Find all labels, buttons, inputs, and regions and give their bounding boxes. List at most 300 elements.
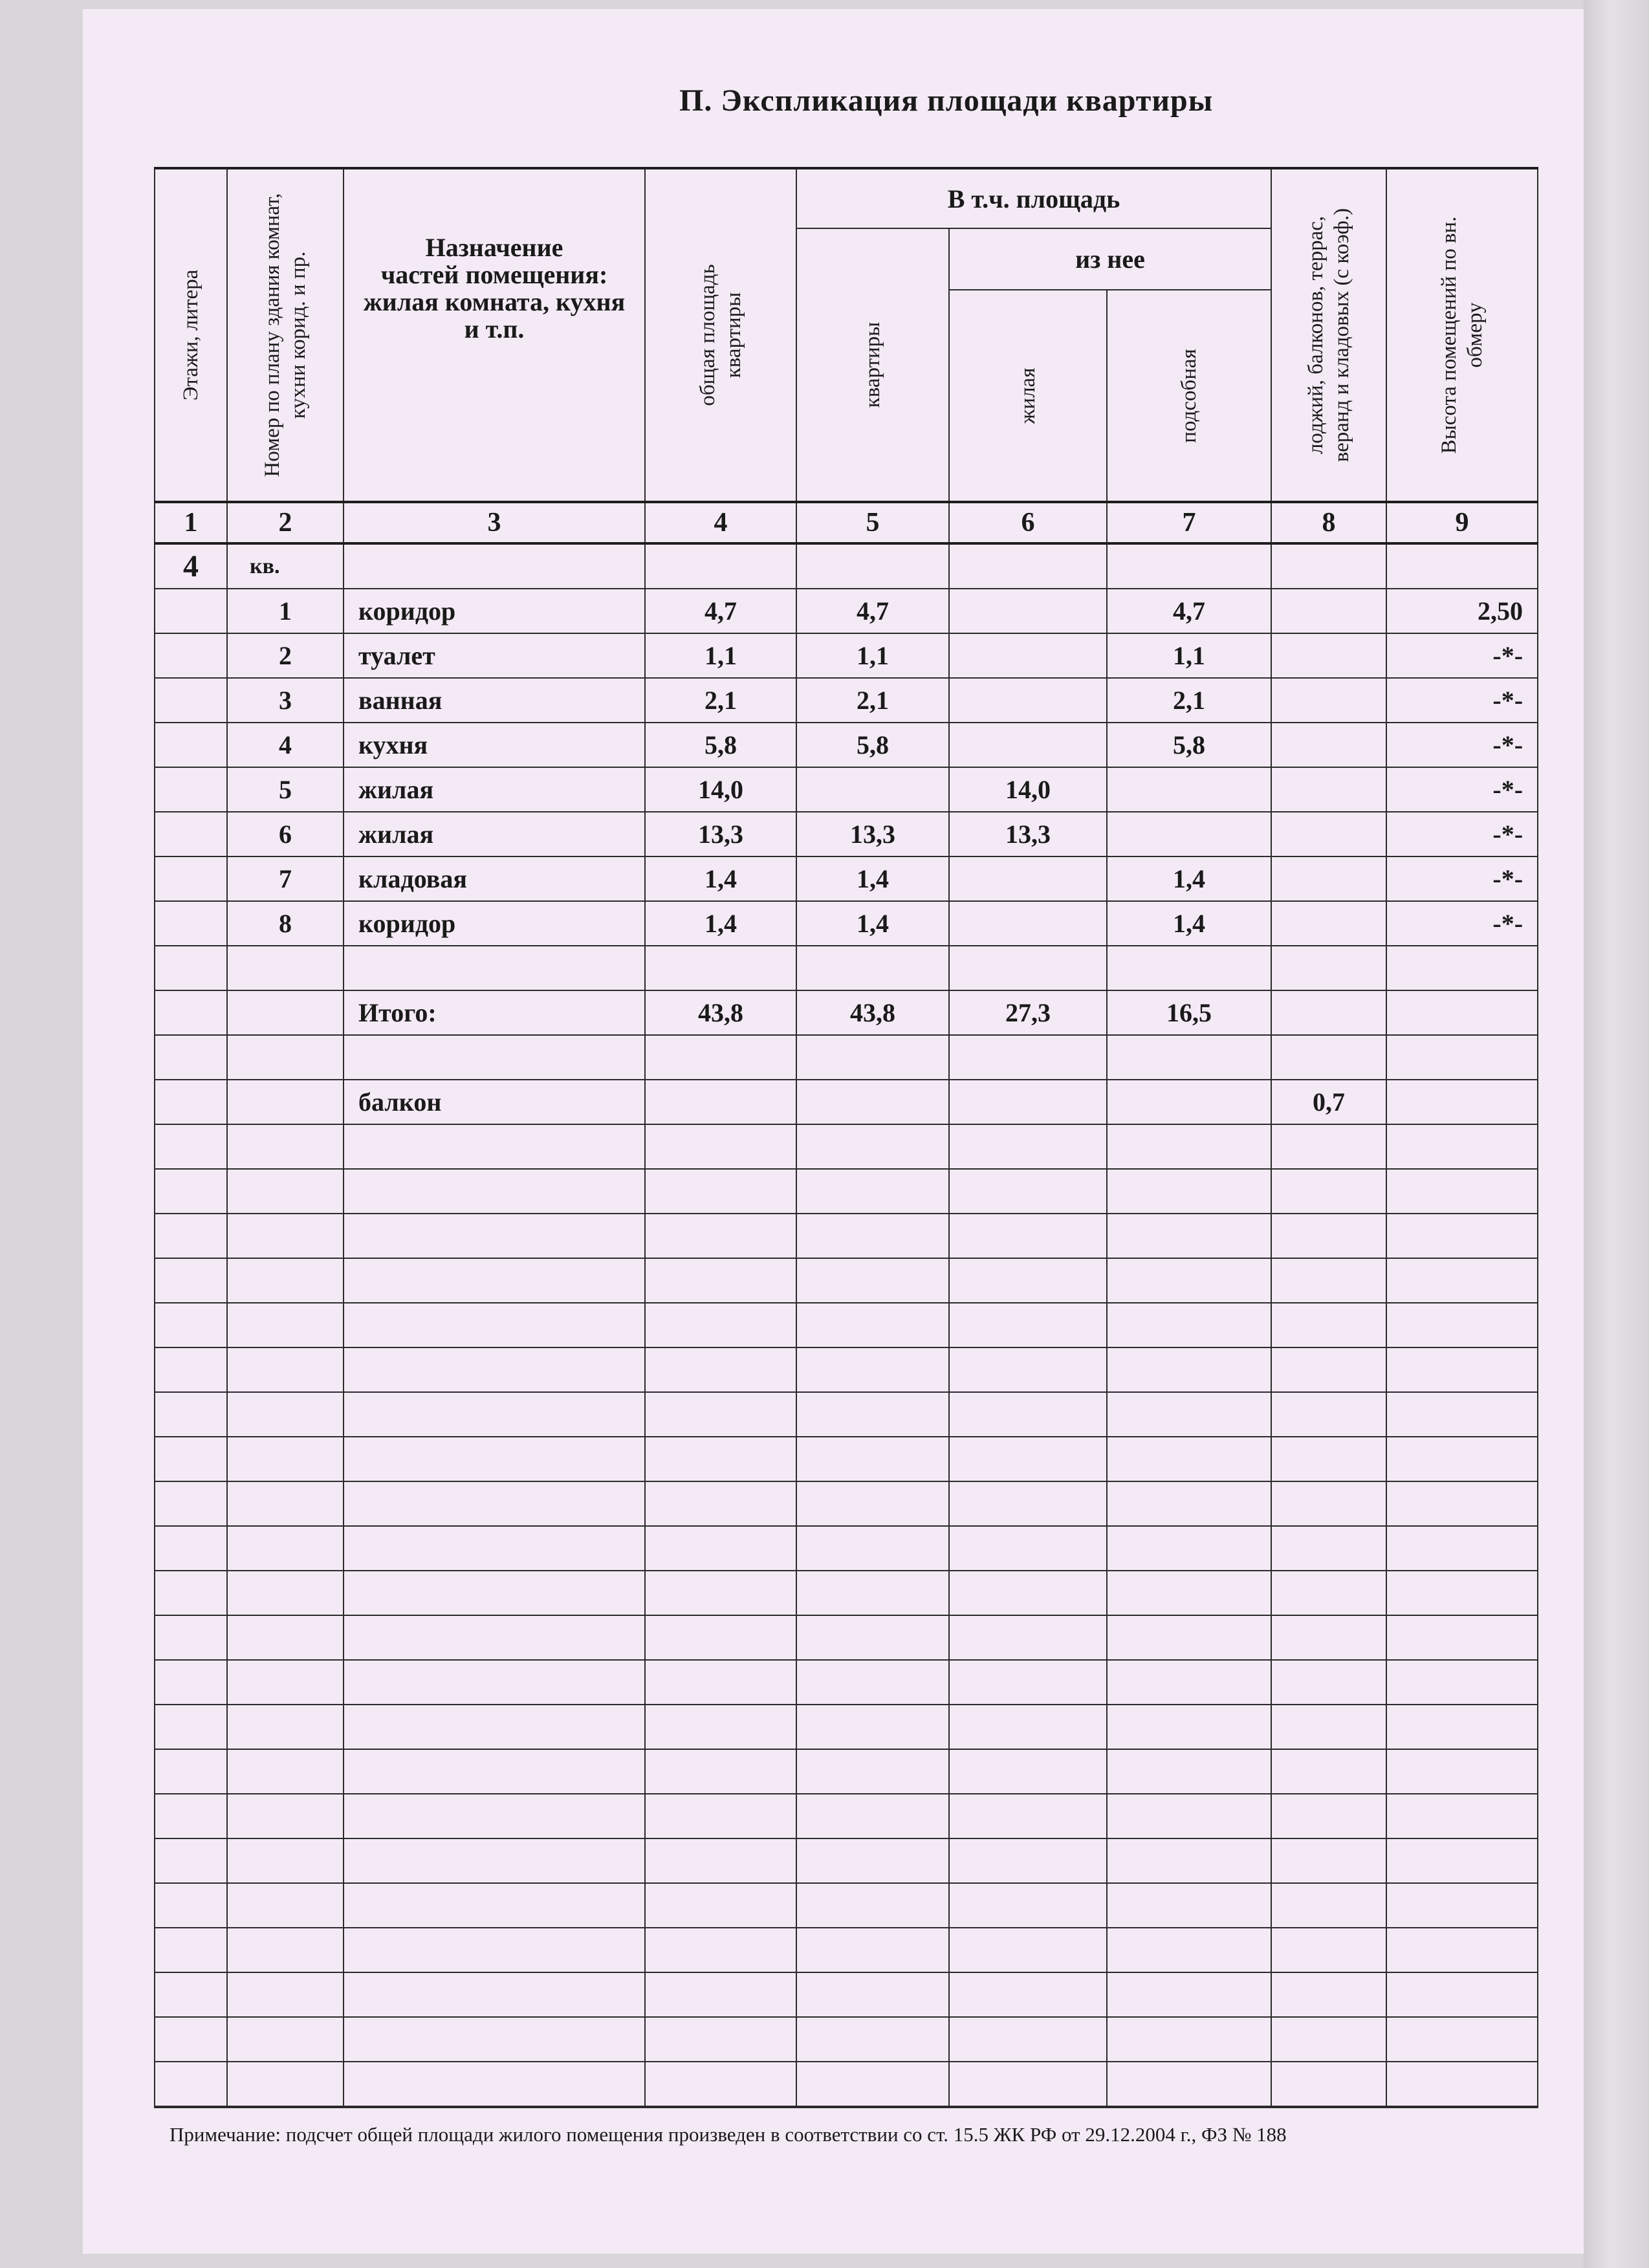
empty-cell [1107, 1437, 1271, 1481]
empty-cell [1271, 1794, 1386, 1838]
total-area: 2,1 [645, 678, 796, 723]
col-num: 5 [796, 502, 949, 543]
empty-cell [1386, 1705, 1538, 1749]
apartment-area: 1,1 [796, 633, 949, 678]
empty-cell [344, 1749, 645, 1794]
empty-cell [155, 946, 227, 990]
empty-cell [796, 2106, 949, 2108]
empty-cell [949, 1838, 1107, 1883]
empty-cell [1386, 1838, 1538, 1883]
loggia-area [1271, 990, 1386, 1035]
total-area: 13,3 [645, 812, 796, 856]
room-number: 6 [227, 812, 344, 856]
header-subgroup: из нее [949, 228, 1271, 290]
empty-cell [1386, 1660, 1538, 1705]
living-area: 27,3 [949, 990, 1107, 1035]
empty-cell [949, 1705, 1107, 1749]
empty-cell [949, 1258, 1107, 1303]
empty-cell [227, 1526, 344, 1571]
room-name: ванная [344, 678, 645, 723]
empty-cell [645, 1660, 796, 1705]
empty-cell [796, 1437, 949, 1481]
empty-cell [155, 1481, 227, 1526]
table-row [155, 767, 1538, 812]
empty-cell [1386, 1392, 1538, 1437]
empty-cell [949, 1972, 1107, 2017]
empty-cell [1386, 1749, 1538, 1794]
living-area [949, 678, 1107, 723]
empty-cell [344, 1526, 645, 1571]
floor-cell [155, 901, 227, 946]
empty-cell [227, 1972, 344, 2017]
empty-cell [645, 1035, 796, 1080]
empty-cell [227, 1615, 344, 1660]
empty-cell [1386, 2017, 1538, 2062]
empty-cell [344, 1392, 645, 1437]
empty-cell [227, 1660, 344, 1705]
auxiliary-area: 1,4 [1107, 856, 1271, 901]
table-row [155, 723, 1538, 767]
empty-cell [796, 1035, 949, 1080]
floor-cell [155, 589, 227, 633]
empty-cell [949, 1928, 1107, 1972]
empty-cell [1386, 1972, 1538, 2017]
empty-cell [645, 1571, 796, 1615]
empty-cell [155, 1928, 227, 1972]
total-area: 1,1 [645, 633, 796, 678]
empty-cell [796, 1526, 949, 1571]
empty-cell [645, 1214, 796, 1258]
empty-cell [949, 1035, 1107, 1080]
room-height [1386, 1080, 1538, 1124]
empty-cell [796, 2062, 949, 2106]
explication-table [154, 167, 1538, 2108]
empty-cell [1386, 1615, 1538, 1660]
room-name: жилая [344, 812, 645, 856]
empty-cell [1271, 2062, 1386, 2106]
empty-cell [796, 1928, 949, 1972]
empty-cell [155, 1347, 227, 1392]
empty-row [155, 2106, 1538, 2108]
empty-cell [796, 1481, 949, 1526]
empty-cell [155, 2062, 227, 2106]
auxiliary-area: 16,5 [1107, 990, 1271, 1035]
empty-cell [796, 1303, 949, 1347]
empty-cell [1271, 2017, 1386, 2062]
empty-cell [1271, 1615, 1386, 1660]
empty-row [155, 1749, 1538, 1794]
header-area-group: В т.ч. площадь [796, 168, 1271, 228]
empty-cell [227, 1481, 344, 1526]
empty-cell [796, 1660, 949, 1705]
col-num: 2 [227, 502, 344, 543]
empty-cell [227, 1928, 344, 1972]
empty-cell [1107, 2106, 1271, 2108]
empty-cell [344, 1124, 645, 1169]
empty-cell [949, 1169, 1107, 1214]
auxiliary-area: 4,7 [1107, 589, 1271, 633]
total-area: 14,0 [645, 767, 796, 812]
empty-cell [949, 2062, 1107, 2106]
apartment-area: 5,8 [796, 723, 949, 767]
apartment-label: кв. [227, 543, 344, 589]
empty-cell [1107, 1481, 1271, 1526]
column-number-row [155, 502, 1538, 543]
empty-cell [1107, 1526, 1271, 1571]
room-height: -*- [1386, 678, 1538, 723]
empty-cell [227, 2106, 344, 2108]
empty-cell [227, 1169, 344, 1214]
table-row [155, 678, 1538, 723]
empty-cell [796, 1571, 949, 1615]
loggia-area [1271, 633, 1386, 678]
auxiliary-area: 1,4 [1107, 901, 1271, 946]
empty-cell [1107, 2017, 1271, 2062]
loggia-area [1271, 812, 1386, 856]
loggia-area [1271, 901, 1386, 946]
empty-cell [1107, 2062, 1271, 2106]
empty-cell [344, 1928, 645, 1972]
empty-cell [227, 1571, 344, 1615]
floor-cell [155, 990, 227, 1035]
empty-cell [1386, 1303, 1538, 1347]
empty-cell [155, 1972, 227, 2017]
empty-cell [796, 1258, 949, 1303]
header-living: жилая [949, 290, 1107, 502]
col-num: 1 [155, 502, 227, 543]
empty-cell [1386, 1481, 1538, 1526]
empty-cell [645, 1794, 796, 1838]
header-auxiliary: подсобная [1107, 290, 1271, 502]
empty-cell [227, 1794, 344, 1838]
empty-cell [796, 1124, 949, 1169]
empty-cell [227, 1437, 344, 1481]
total-area: 43,8 [645, 990, 796, 1035]
totals-row [155, 990, 1538, 1035]
empty-cell [1271, 1481, 1386, 1526]
col-num: 9 [1386, 502, 1538, 543]
empty-cell [1107, 946, 1271, 990]
loggia-area [1271, 767, 1386, 812]
auxiliary-area: 1,1 [1107, 633, 1271, 678]
empty-row [155, 1660, 1538, 1705]
empty-cell [645, 1080, 796, 1124]
empty-cell [645, 1169, 796, 1214]
empty-cell [949, 1303, 1107, 1347]
col-num: 8 [1271, 502, 1386, 543]
empty-row [155, 2062, 1538, 2106]
empty-cell [949, 1571, 1107, 1615]
col-num: 7 [1107, 502, 1271, 543]
empty-row [155, 1169, 1538, 1214]
empty-cell [796, 1883, 949, 1928]
empty-cell [155, 1214, 227, 1258]
header-room-number: Номер по плану здания комнат, кухни корид. и пр. [227, 168, 344, 502]
empty-cell [949, 1437, 1107, 1481]
empty-cell [227, 1258, 344, 1303]
empty-row [155, 946, 1538, 990]
auxiliary-area: 5,8 [1107, 723, 1271, 767]
empty-cell [949, 1392, 1107, 1437]
empty-cell [1107, 1883, 1271, 1928]
empty-cell [645, 1258, 796, 1303]
empty-cell [227, 1392, 344, 1437]
empty-row [155, 1214, 1538, 1258]
empty-cell [1271, 1883, 1386, 1928]
empty-cell [1386, 2106, 1538, 2108]
empty-cell [796, 1347, 949, 1392]
empty-cell [796, 1794, 949, 1838]
room-height [1386, 990, 1538, 1035]
header-floors: Этажи, литера [155, 168, 227, 502]
empty-row [155, 1794, 1538, 1838]
empty-cell [1386, 1526, 1538, 1571]
table-row [155, 856, 1538, 901]
document-title: П. Экспликация площади квартиры [679, 83, 1214, 118]
empty-cell [155, 1526, 227, 1571]
empty-cell [344, 1214, 645, 1258]
empty-row [155, 1481, 1538, 1526]
apartment-area: 2,1 [796, 678, 949, 723]
empty-cell [227, 1883, 344, 1928]
room-number: 4 [227, 723, 344, 767]
empty-cell [227, 1214, 344, 1258]
room-name: кладовая [344, 856, 645, 901]
empty-cell [949, 1615, 1107, 1660]
empty-cell [796, 1615, 949, 1660]
empty-cell [1386, 1347, 1538, 1392]
living-area [949, 856, 1107, 901]
floor-cell [155, 723, 227, 767]
empty-cell [344, 1035, 645, 1080]
empty-cell [1271, 1169, 1386, 1214]
empty-cell [796, 1392, 949, 1437]
empty-cell [155, 2106, 227, 2108]
empty-cell [344, 1347, 645, 1392]
empty-cell [949, 1883, 1107, 1928]
empty-cell [344, 1838, 645, 1883]
empty-cell [645, 1615, 796, 1660]
total-area: 4,7 [645, 589, 796, 633]
empty-cell [227, 1124, 344, 1169]
table-row [155, 812, 1538, 856]
empty-cell [344, 1972, 645, 2017]
floor-cell [155, 856, 227, 901]
empty-cell [1386, 1035, 1538, 1080]
table-row [155, 589, 1538, 633]
room-number [227, 1080, 344, 1124]
room-number [227, 990, 344, 1035]
empty-cell [227, 1749, 344, 1794]
empty-cell [1107, 1035, 1271, 1080]
empty-cell [227, 1705, 344, 1749]
room-height: -*- [1386, 723, 1538, 767]
empty-cell [949, 1526, 1107, 1571]
empty-row [155, 1928, 1538, 1972]
empty-cell [1271, 1258, 1386, 1303]
empty-cell [155, 1615, 227, 1660]
loggia-area [1271, 723, 1386, 767]
apartment-area: 1,4 [796, 901, 949, 946]
empty-cell [1386, 1928, 1538, 1972]
col-num: 3 [344, 502, 645, 543]
header-total-area: общая площадь квартиры [645, 168, 796, 502]
empty-row [155, 1838, 1538, 1883]
empty-cell [796, 1749, 949, 1794]
room-name: коридор [344, 901, 645, 946]
loggia-area [1271, 856, 1386, 901]
empty-row [155, 1571, 1538, 1615]
room-name: туалет [344, 633, 645, 678]
empty-cell [1386, 2062, 1538, 2106]
empty-row [155, 1615, 1538, 1660]
loggia-area [1271, 589, 1386, 633]
balcony-row [155, 1080, 1538, 1124]
empty-cell [344, 1794, 645, 1838]
apartment-area: 1,4 [796, 856, 949, 901]
empty-cell [155, 1749, 227, 1794]
empty-cell [1107, 1615, 1271, 1660]
header-loggia: лоджий, балконов, террас, веранд и кладовых (с коэф.) [1271, 168, 1386, 502]
apartment-area: 43,8 [796, 990, 949, 1035]
apartment-area: 13,3 [796, 812, 949, 856]
empty-cell [645, 2017, 796, 2062]
empty-cell [949, 1080, 1107, 1124]
room-name: жилая [344, 767, 645, 812]
empty-cell [1107, 1169, 1271, 1214]
room-height: -*- [1386, 812, 1538, 856]
floor-number: 4 [155, 543, 227, 589]
empty-cell [645, 1749, 796, 1794]
room-name: кухня [344, 723, 645, 767]
empty-cell [1107, 1347, 1271, 1392]
empty-cell [645, 1928, 796, 1972]
empty-cell [155, 1571, 227, 1615]
room-number: 5 [227, 767, 344, 812]
empty-cell [949, 1794, 1107, 1838]
empty-cell [1107, 1705, 1271, 1749]
empty-cell [344, 1169, 645, 1214]
empty-cell [155, 1705, 227, 1749]
empty-cell [949, 2106, 1107, 2108]
empty-cell [227, 2062, 344, 2106]
auxiliary-area [1107, 812, 1271, 856]
empty-cell [796, 1080, 949, 1124]
empty-cell [1107, 1080, 1271, 1124]
empty-row [155, 1437, 1538, 1481]
empty-cell [1271, 1035, 1386, 1080]
empty-cell [1107, 1303, 1271, 1347]
empty-cell [796, 1169, 949, 1214]
empty-row [155, 1972, 1538, 2017]
empty-cell [796, 1705, 949, 1749]
empty-cell [949, 1214, 1107, 1258]
empty-row [155, 1258, 1538, 1303]
empty-cell [1386, 1258, 1538, 1303]
room-height: -*- [1386, 901, 1538, 946]
empty-cell [1386, 1883, 1538, 1928]
table-row [155, 633, 1538, 678]
living-area [949, 633, 1107, 678]
empty-cell [645, 1481, 796, 1526]
empty-cell [645, 2106, 796, 2108]
empty-cell [227, 1838, 344, 1883]
empty-cell [949, 1347, 1107, 1392]
empty-cell [645, 1883, 796, 1928]
empty-cell [1271, 1571, 1386, 1615]
floor-row [155, 543, 1538, 589]
empty-cell [1107, 1660, 1271, 1705]
col-num: 4 [645, 502, 796, 543]
empty-cell [1107, 1124, 1271, 1169]
empty-cell [796, 1214, 949, 1258]
apartment-area [796, 767, 949, 812]
empty-cell [1271, 2106, 1386, 2108]
room-number: 3 [227, 678, 344, 723]
empty-cell [645, 1437, 796, 1481]
empty-cell [949, 1749, 1107, 1794]
empty-cell [1271, 1972, 1386, 2017]
empty-row [155, 1392, 1538, 1437]
empty-cell [1107, 1258, 1271, 1303]
floor-cell [155, 678, 227, 723]
empty-cell [1386, 1214, 1538, 1258]
empty-cell [155, 1303, 227, 1347]
empty-cell [1271, 1660, 1386, 1705]
room-number: 8 [227, 901, 344, 946]
table-row [155, 901, 1538, 946]
empty-cell [1386, 1571, 1538, 1615]
scanner-background [1584, 0, 1649, 2268]
header-purpose: Назначение частей помещения: жилая комната, кухня и т.п. [344, 168, 645, 502]
totals-label: Итого: [344, 990, 645, 1035]
room-number: 7 [227, 856, 344, 901]
total-area: 1,4 [645, 856, 796, 901]
header-apartment: квартиры [796, 228, 949, 502]
auxiliary-area [1107, 767, 1271, 812]
room-name: коридор [344, 589, 645, 633]
apartment-area: 4,7 [796, 589, 949, 633]
room-number: 1 [227, 589, 344, 633]
room-height: -*- [1386, 767, 1538, 812]
empty-row [155, 1705, 1538, 1749]
empty-cell [645, 1972, 796, 2017]
empty-cell [1386, 1794, 1538, 1838]
living-area [949, 901, 1107, 946]
empty-row [155, 1347, 1538, 1392]
empty-cell [1107, 1571, 1271, 1615]
empty-cell [1107, 1214, 1271, 1258]
empty-cell [645, 2062, 796, 2106]
empty-cell [949, 946, 1107, 990]
col-num: 6 [949, 502, 1107, 543]
empty-cell [344, 1705, 645, 1749]
empty-cell [796, 1972, 949, 2017]
living-area: 13,3 [949, 812, 1107, 856]
empty-cell [155, 1258, 227, 1303]
empty-cell [796, 946, 949, 990]
empty-cell [1107, 1392, 1271, 1437]
empty-cell [227, 1347, 344, 1392]
empty-cell [949, 1124, 1107, 1169]
empty-cell [344, 2106, 645, 2108]
empty-cell [645, 1347, 796, 1392]
empty-row [155, 2017, 1538, 2062]
empty-cell [796, 2017, 949, 2062]
empty-cell [796, 1838, 949, 1883]
empty-cell [227, 946, 344, 990]
empty-cell [344, 1481, 645, 1526]
